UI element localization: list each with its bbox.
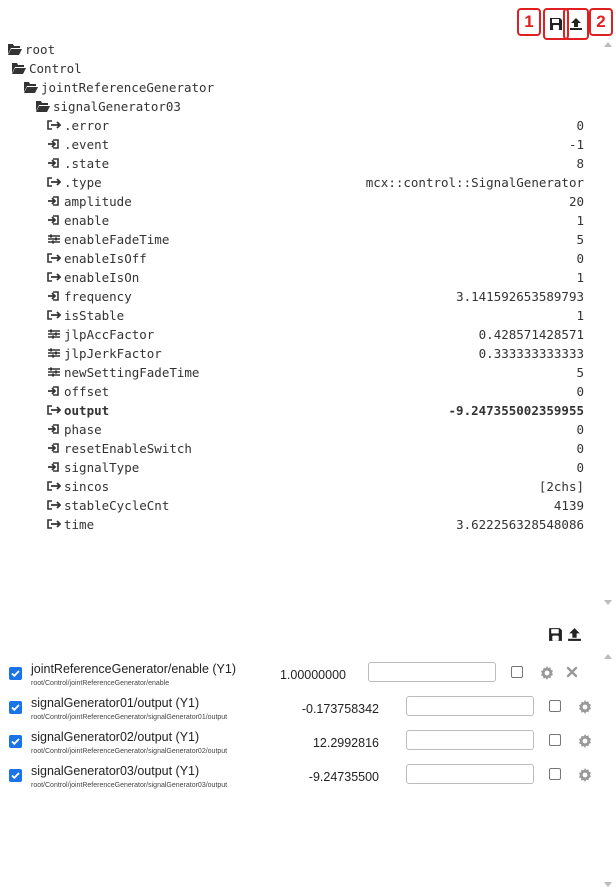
scroll-up-arrow-icon[interactable] (604, 42, 612, 47)
tree-item-name: enableFadeTime (64, 232, 170, 247)
tree-item-value: -9.247355002359955 (448, 403, 584, 418)
tree-item-value: 0 (576, 384, 584, 399)
tree-item-row[interactable] (47, 230, 169, 249)
signal-row (0, 696, 600, 728)
gear-icon[interactable] (577, 699, 593, 715)
tree-item-row[interactable] (47, 306, 124, 325)
signal-value-input[interactable] (406, 764, 534, 784)
tree-item-name: enableIsOn (64, 270, 140, 285)
parameter-icon (47, 233, 61, 245)
tree-item-name: phase (64, 422, 102, 437)
top-toolbar (0, 8, 616, 38)
gear-icon[interactable] (577, 767, 593, 783)
signal-row (0, 662, 600, 694)
save-icon[interactable] (548, 627, 563, 642)
tree-item-name: amplitude (64, 194, 132, 209)
tree-item-value: 0.333333333333 (478, 346, 584, 361)
tree-item-name: .event (64, 137, 110, 152)
tree-item-row[interactable] (47, 173, 102, 192)
tree-item-row[interactable] (47, 420, 102, 439)
signal-value-input[interactable] (368, 662, 496, 682)
close-icon[interactable] (565, 665, 579, 679)
signal-value: 1.00000000 (279, 668, 346, 682)
tree-item-name: isStable (64, 308, 125, 323)
tree-item-name: output (64, 403, 110, 418)
tree-node-control[interactable] (12, 59, 82, 78)
parameter-icon (47, 366, 61, 378)
tree-item-value: 1 (576, 308, 584, 323)
gear-icon[interactable] (577, 733, 593, 749)
tree-item-name: stableCycleCnt (64, 498, 170, 513)
tree-item-name: .error (64, 118, 110, 133)
output-icon (47, 404, 61, 416)
tree-scrollbar[interactable] (600, 40, 616, 608)
tree-item-name: sincos (64, 479, 110, 494)
gear-icon[interactable] (539, 665, 555, 681)
tree-item-row[interactable] (47, 154, 109, 173)
tree-item-row[interactable] (47, 287, 132, 306)
output-icon (47, 176, 61, 188)
signal-option-checkbox[interactable] (549, 700, 561, 712)
input-icon (47, 442, 61, 454)
folder-open-icon (36, 100, 50, 112)
tree-item-row[interactable] (47, 325, 154, 344)
input-icon (47, 385, 61, 397)
tree-label-sg03: signalGenerator03 (53, 99, 181, 114)
tree-item-row[interactable] (47, 458, 139, 477)
tree-item-row[interactable] (47, 192, 132, 211)
signal-option-checkbox[interactable] (549, 768, 561, 780)
tree-item-value: 0 (576, 422, 584, 437)
input-icon (47, 138, 61, 150)
input-icon (47, 195, 61, 207)
tree-item-row[interactable] (47, 249, 147, 268)
signal-enable-checkbox[interactable] (9, 667, 22, 680)
signal-value-input[interactable] (406, 730, 534, 750)
tree-item-row[interactable] (47, 135, 109, 154)
input-icon (47, 214, 61, 226)
signal-row (0, 730, 600, 762)
input-icon (47, 290, 61, 302)
folder-open-icon (24, 81, 38, 93)
tree-item-row[interactable] (47, 496, 169, 515)
tree-label-control: Control (29, 61, 82, 76)
signal-path: root/Control/jointReferenceGenerator/signalGenerator02/output (31, 748, 228, 755)
tree-item-row[interactable] (47, 439, 192, 458)
check-icon (11, 771, 20, 780)
tree-item-name: offset (64, 384, 110, 399)
tree-item-row[interactable] (47, 363, 199, 382)
check-icon (11, 669, 20, 678)
upload-icon (569, 17, 583, 31)
tree-item-value: 5 (576, 232, 584, 247)
tree-item-name: signalType (64, 460, 140, 475)
scroll-up-arrow-icon[interactable] (604, 654, 612, 659)
signal-enable-checkbox[interactable] (9, 701, 22, 714)
signal-path: root/Control/jointReferenceGenerator/enable (31, 680, 170, 687)
output-icon (47, 252, 61, 264)
tree-item-value: -1 (568, 137, 584, 152)
tree-item-value: 3.141592653589793 (456, 289, 584, 304)
tree-item-row[interactable] (47, 515, 94, 534)
signal-title: jointReferenceGenerator/enable (Y1) (31, 662, 236, 676)
output-icon (47, 271, 61, 283)
input-icon (47, 157, 61, 169)
tree-item-name: enable (64, 213, 110, 228)
tree-item-value: 0 (576, 460, 584, 475)
signal-option-checkbox[interactable] (511, 666, 523, 678)
signal-row (0, 764, 600, 796)
parameter-icon (47, 328, 61, 340)
save-icon (549, 17, 563, 31)
annotation-badge-2: 2 (589, 8, 613, 36)
tree-item-name: .state (64, 156, 110, 171)
signal-value: -9.24735500 (308, 770, 379, 784)
output-icon (47, 518, 61, 530)
input-icon (47, 423, 61, 435)
tree-item-row[interactable] (47, 401, 109, 420)
output-icon (47, 480, 61, 492)
folder-open-icon (12, 62, 26, 74)
tree-item-name: .type (64, 175, 102, 190)
folder-open-icon (8, 43, 22, 55)
tree-item-value: 3.622256328548086 (456, 517, 584, 532)
check-icon (11, 703, 20, 712)
parameter-icon (47, 347, 61, 359)
tree-item-name: jlpJerkFactor (64, 346, 162, 361)
tree-item-row[interactable] (47, 382, 109, 401)
tree-item-value: 20 (568, 194, 584, 209)
upload-icon[interactable] (567, 627, 582, 642)
signal-value-input[interactable] (406, 696, 534, 716)
tree-item-value: [2chs] (538, 479, 584, 494)
tree-item-name: jlpAccFactor (64, 327, 155, 342)
signal-list-scrollbar[interactable] (600, 652, 616, 893)
tree-label-root: root (25, 42, 56, 57)
tree-item-value: 0 (576, 251, 584, 266)
tree-item-name: newSettingFadeTime (64, 365, 200, 380)
tree-item-name: resetEnableSwitch (64, 441, 192, 456)
tree-item-row[interactable] (47, 344, 162, 363)
tree-node-root[interactable] (8, 40, 55, 59)
tree-label-jrg: jointReferenceGenerator (41, 80, 215, 95)
output-icon (47, 119, 61, 131)
signal-option-checkbox[interactable] (549, 734, 561, 746)
tree-item-value: 1 (576, 213, 584, 228)
output-icon (47, 499, 61, 511)
signal-title: signalGenerator03/output (Y1) (31, 764, 200, 778)
upload-button[interactable] (563, 8, 589, 40)
tree-item-value: 0 (576, 118, 584, 133)
signal-path: root/Control/jointReferenceGenerator/signalGenerator01/output (31, 714, 228, 721)
output-icon (47, 309, 61, 321)
signal-path: root/Control/jointReferenceGenerator/signalGenerator03/output (31, 782, 228, 789)
tree-node-joint-reference-generator[interactable] (24, 78, 214, 97)
tree-item-value: 1 (576, 270, 584, 285)
tree-item-value: 4139 (553, 498, 584, 513)
tree-item-value: 5 (576, 365, 584, 380)
signal-value: -0.173758342 (301, 702, 379, 716)
tree-item-name: enableIsOff (64, 251, 147, 266)
tree-item-value: 0 (576, 441, 584, 456)
tree-item-row[interactable] (47, 116, 109, 135)
tree-item-value: 8 (576, 156, 584, 171)
tree-node-signal-generator-03[interactable] (36, 97, 181, 116)
input-icon (47, 461, 61, 473)
tree-item-name: frequency (64, 289, 132, 304)
scroll-down-arrow-icon[interactable] (604, 600, 612, 605)
tree-item-value: mcx::control::SignalGenerator (365, 175, 584, 190)
annotation-badge-1: 1 (517, 8, 541, 36)
plot-panel-toolbar (548, 626, 588, 644)
tree-item-row[interactable] (47, 477, 109, 496)
tree-item-row[interactable] (47, 211, 109, 230)
signal-enable-checkbox[interactable] (9, 769, 22, 782)
tree-item-name: time (64, 517, 95, 532)
signal-value: 12.2992816 (312, 736, 379, 750)
signal-enable-checkbox[interactable] (9, 735, 22, 748)
check-icon (11, 737, 20, 746)
tree-item-value: 0.428571428571 (478, 327, 584, 342)
signal-title: signalGenerator01/output (Y1) (31, 696, 200, 710)
scroll-down-arrow-icon[interactable] (604, 882, 612, 887)
signal-title: signalGenerator02/output (Y1) (31, 730, 200, 744)
tree-item-row[interactable] (47, 268, 139, 287)
